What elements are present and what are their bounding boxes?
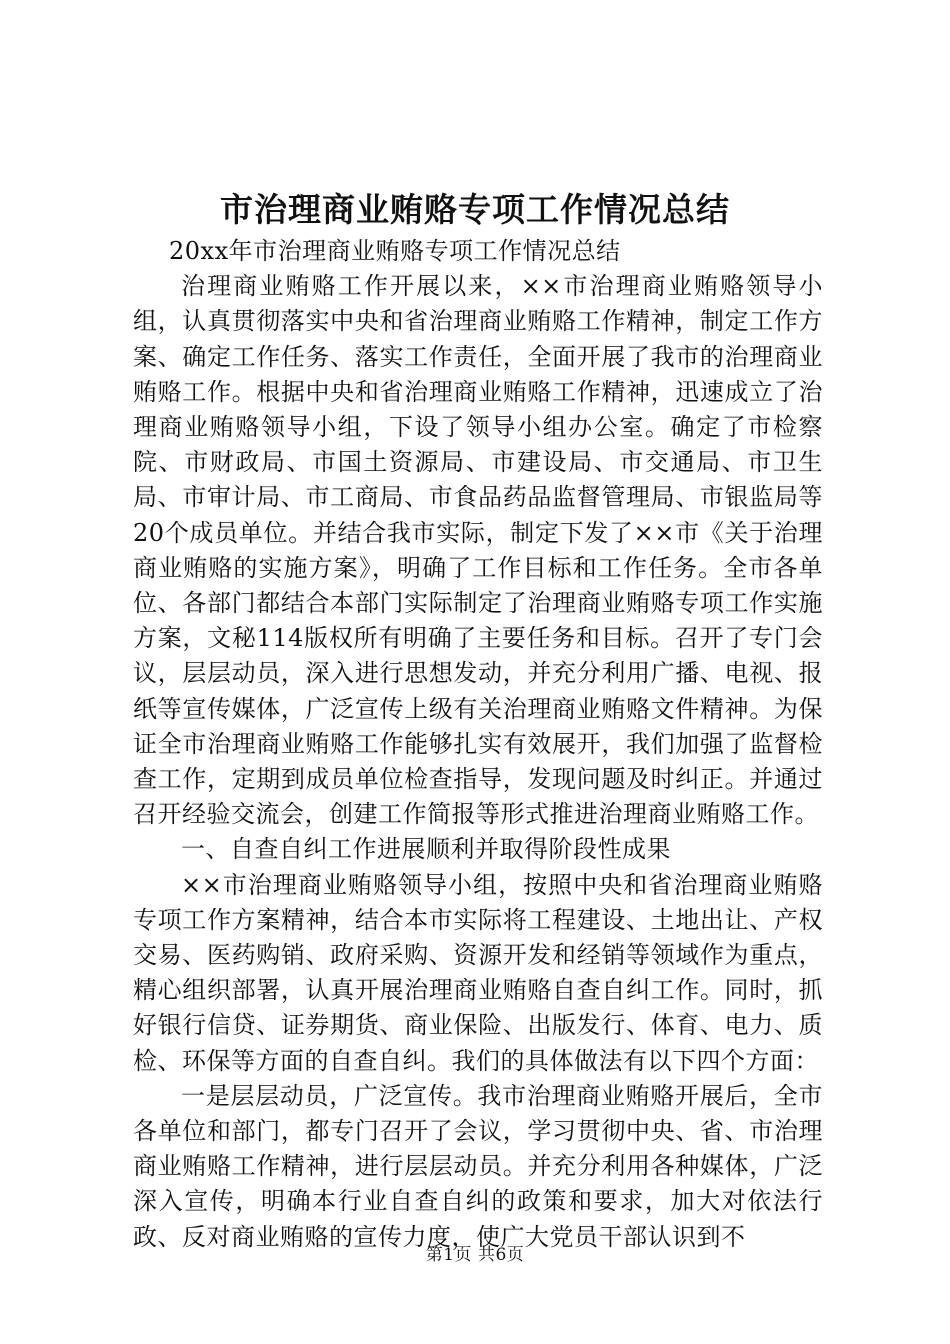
paragraph-intro: 治理商业贿赂工作开展以来，××市治理商业贿赂领导小组，认真贯彻落实中央和省治理商业贿赂工作精神，制定工作方案、确定工作任务、落实工作责任，全面开展了我市的治理商业贿赂工作。根据中央和省治理商业贿赂工作精神，迅速成立了治理商业贿赂领导小组，下设了领导小组办公室。确定了市检察院、市财政局、市国土资源局、市建设局、市交通局、市卫生局、市审计局、市工商局、市食品药品监督管理局、市银监局等20个成员单位。并结合我市实际，制定下发了××市《关于治理商业贿赂的实施方案》，明确了工作目标和工作任务。全市各单位、各部门都结合本部门实际制定了治理商业贿赂专项工作实施方案，文秘114版权所有明确了主要任务和目标。召开了专门会议，层层动员，深入进行思想发动，并充分利用广播、电视、报纸等宣传媒体，广泛宣传上级有关治理商业贿赂文件精神。为保证全市治理商业贿赂工作能够扎实有效展开，我们加强了监督检查工作，定期到成员单位检查指导，发现问题及时纠正。并通过召开经验交流会，创建工作简报等形式推进治理商业贿赂工作。: [133, 272, 823, 829]
document-body: [133, 234, 823, 1255]
page-footer: 第1页 共6页: [425, 1245, 525, 1265]
paragraph-point-1: 一是层层动员，广泛宣传。我市治理商业贿赂开展后，全市各单位和部门，都专门召开了会议，学习贯彻中央、省、市治理商业贿赂工作精神，进行层层动员。并充分利用各种媒体，广泛深入宣传，明确本行业自查自纠的政策和要求，加大对依法行政、反对商业贿赂的宣传力度，使广大党员干部认识到不: [133, 1081, 823, 1251]
document-title: 市治理商业贿赂专项工作情况总结: [220, 190, 730, 229]
paragraph-section-1: ××市治理商业贿赂领导小组，按照中央和省治理商业贿赂专项工作方案精神，结合本市实际将工程建设、土地出让、产权交易、医药购销、政府采购、资源开发和经销等领域作为重点，精心组织部署，认真开展治理商业贿赂自查自纠工作。同时，抓好银行信贷、证券期货、商业保险、出版发行、体育、电力、质检、环保等方面的自查自纠。我们的具体做法有以下四个方面：: [133, 870, 823, 1075]
section-heading-1: 一、自查自纠工作进展顺利并取得阶段性成果: [181, 835, 671, 864]
document-subtitle: 20xx年市治理商业贿赂专项工作情况总结: [169, 237, 621, 265]
